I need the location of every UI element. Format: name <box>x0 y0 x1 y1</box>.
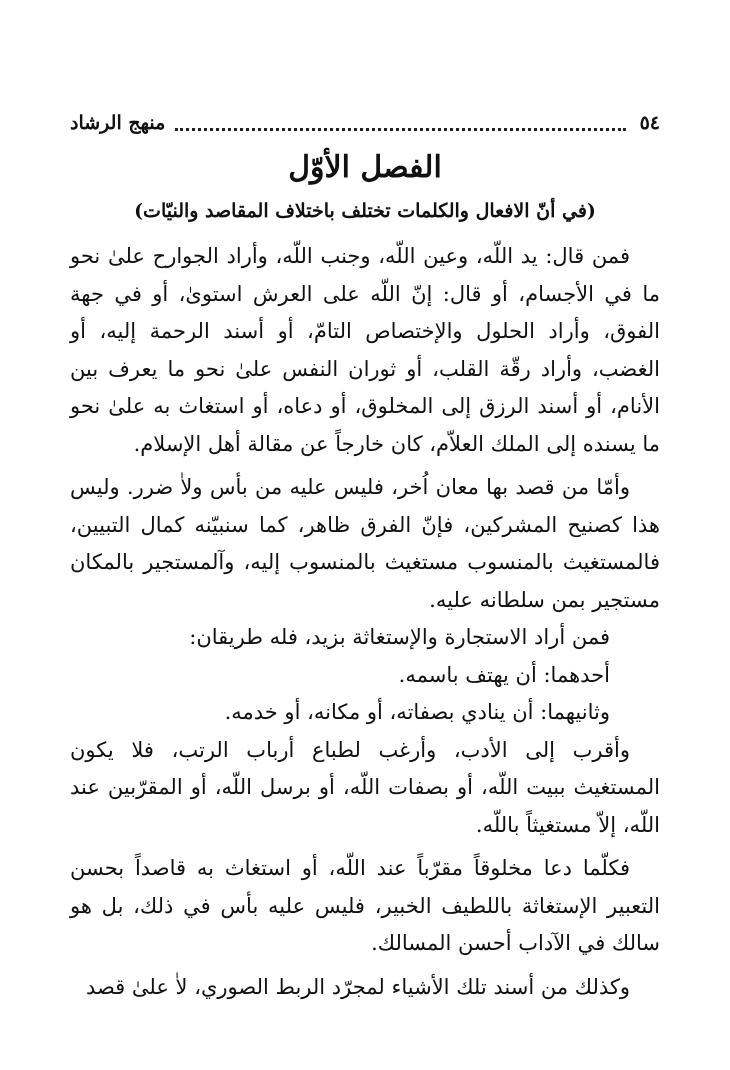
paragraph: أحدهما: أن يهتف باسمه. <box>398 662 610 687</box>
body-text <box>70 238 660 1006</box>
chapter-title: الفصل الأوّل <box>288 150 442 185</box>
page-number: ٥٤ <box>639 112 660 134</box>
book-title: منهج الرشاد <box>70 112 166 134</box>
paragraph: وأقرب إلى الأدب، وأرغب لطباع أرباب الرتب، فلا يكون المستغيث ببيت اللّه، أو بصفات اللّه، أو برسل اللّه، أو المقرّبين عند اللّه، إلاّ مستغيثاً باللّه. <box>70 737 660 837</box>
paragraph: وثانيهما: أن ينادي بصفاته، أو مكانه، أو خدمه. <box>224 700 610 724</box>
paragraph: وأمّا من قصد بها معان اُخر، فليس عليه من بأس ولاٰ ضرر. وليس هذا كصنيح المشركين، فإنّ الفرق ظاهر، كما سنبيّنه كمال التبيين، فالمستغيث بالمنسوب مستغيث بالمنسوب إليه، وآلمستجير بالمكان مستجير بمن سلطانه عليه. <box>70 475 660 612</box>
paragraph: فمن قال: يد اللّه، وعين اللّه، وجنب اللّه، وأراد الجوارح علىٰ نحو ما في الأجسام، أو قال: إنّ اللّه على العرش استوىٰ، أو في جهة الفوق، وأراد الحلول والإختصاص التامّ، أو أسند الرحمة إليه، أو الغضب، وأراد رقّة القلب، أو ثوران النفس علىٰ نحو ما يعرف بين الأنام، أو أسند الرزق إلى المخلوق، أو دعاه، أو استغاث به علىٰ نحو ما يسنده إلى الملك العلاّم، كان خارجاً عن مقالة أهل الإسلام. <box>70 244 660 456</box>
paragraph: وكذلك من أسند تلك الأشياء لمجرّد الربط الصوري، لاٰ علىٰ قصد <box>85 974 630 999</box>
paragraph: فمن أراد الاستجارة والإستغاثة بزيد، فله طريقان: <box>189 625 610 649</box>
paragraph: فكلّما دعا مخلوقاً مقرّباً عند اللّه، أو استغاث به قاصداً بحسن التعبير الإستغاثة باللطيف الخبير، فليس عليه بأس في ذلك، بل هو سالك في الآداب أحسن المسالك. <box>70 856 660 955</box>
chapter-subtitle: (في أنّ الافعال والكلمات تختلف باختلاف المقاصد والنيّات) <box>134 200 596 222</box>
running-header <box>70 106 660 140</box>
dot-leader <box>175 116 625 131</box>
